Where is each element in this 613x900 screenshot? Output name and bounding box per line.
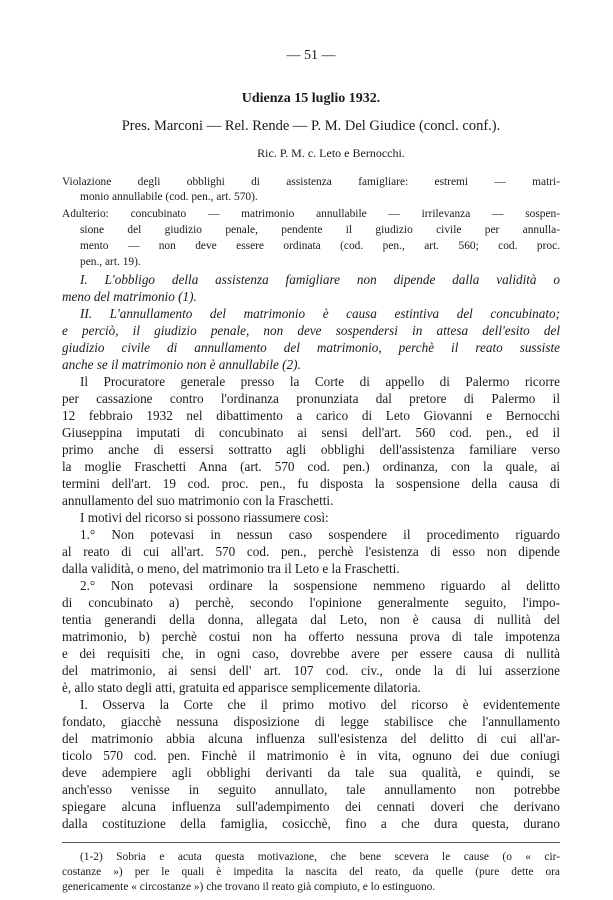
body-line: annullamento del suo matrimonio con la Fraschetti.	[62, 493, 334, 508]
body-line: del matrimonio, ai sensi dell' art. 107 cod. civ., onde la di lui asserzione	[62, 663, 560, 678]
body-line: Il Procuratore generale presso la Corte di appello di Palermo ricorre	[80, 374, 560, 389]
body-line: dalla validità, o meno, del matrimonio tra il Leto e la Fraschetti.	[62, 561, 400, 576]
parties-line: Ric. P. M. c. Leto e Bernocchi.	[257, 146, 405, 160]
massima-line: pen., art. 19).	[80, 256, 141, 268]
massima-line: mento — non deve essere ordinata (cod. pen., art. 560; cod. proc.	[80, 240, 560, 252]
principle-line: I. L'obbligo della assistenza famigliare non dipende dalla validità o	[80, 272, 560, 287]
massima-line: Adulterio: concubinato — matrimonio annullabile — irrilevanza — sospen-	[62, 208, 560, 220]
body-line: matrimonio, b) perchè costui non ha offerto nessuna prova di tale impotenza	[62, 629, 560, 644]
body-line: I. Osserva la Corte che il primo motivo del ricorso è evidentemente	[80, 697, 560, 712]
massima-line: Violazione degli obblighi di assistenza famigliare: estremi — matri-	[62, 176, 560, 188]
massima-line: sione del giudizio penale, pendente il giudizio civile per annulla-	[80, 224, 560, 236]
body-line: dalla costituzione della famiglia, cosicchè, fino a che dura questa, durano	[62, 816, 560, 831]
body-line: e dei requisiti che, in ogni caso, dovrebbe avere per essere causa di nullità	[62, 646, 560, 661]
body-line: fondato, giacchè nessuna disposizione di legge stabilisce che l'annullamento	[62, 714, 560, 729]
body-line: spiegare alcuna influenza sull'adempimento dei cennati doveri che derivano	[62, 799, 560, 814]
footnote-divider	[62, 842, 560, 843]
body-line: anch'esso venisse in seguito annullato, tale annullamento non potrebbe	[62, 782, 560, 797]
body-line: di concubinato a) perchè, secondo l'opinione generalmente seguito, l'impo-	[62, 595, 560, 610]
court-composition: Pres. Marconi — Rel. Rende — P. M. Del Giudice (concl. conf.).	[121, 118, 501, 134]
principle-line: anche se il matrimonio non è annullabile (2).	[62, 357, 301, 372]
body-line: per cassazione contro l'ordinanza pronunziata dal pretore di Palermo il	[62, 391, 560, 406]
footnote-line: genericamente « circostanze ») che trovano il reato già compiuto, e lo estinguono.	[62, 881, 436, 893]
body-line: 2.° Non potevasi ordinare la sospensione nemmeno riguardo al delitto	[80, 578, 560, 593]
body-line: I motivi del ricorso si possono riassumere così:	[80, 510, 329, 525]
body-line: è, allo stato degli atti, gratuita ed apparisce semplicemente dilatoria.	[62, 680, 421, 695]
body-line: del matrimonio abbia alcuna influenza sull'esistenza del delitto di cui all'ar-	[62, 731, 560, 746]
page-number: — 51 —	[286, 48, 336, 63]
body-line: la moglie Fraschetti Anna (art. 570 cod. pen.) ordinanza, con la quale, ai	[62, 459, 560, 474]
body-line: Giuseppina imputati di concubinato ai sensi dell'art. 560 cod. pen., ed il	[62, 425, 560, 440]
massima-line: monio annullabile (cod. pen., art. 570).	[80, 191, 258, 203]
body-line: primo anche di essersi sottratto agli obblighi dell'assistenza familiare verso	[62, 442, 560, 457]
body-line: deve adempiere agli obblighi derivanti da tale sua qualità, e quindi, se	[62, 765, 560, 780]
body-line: tentia generandi della donna, allegata dal Leto, non è causa di nullità del	[62, 612, 560, 627]
hearing-heading: Udienza 15 luglio 1932.	[241, 91, 381, 106]
principle-line: II. L'annullamento del matrimonio è causa estintiva del concubinato;	[80, 306, 560, 321]
principle-line: e perciò, il giudizio penale, non deve sospendersi in attesa dell'esito del	[62, 323, 560, 338]
body-line: termini dell'art. 19 cod. proc. pen., fu disposta la sospensione della causa di	[62, 476, 560, 491]
body-line: 12 febbraio 1932 nel dibattimento a carico di Leto Giovanni e Bernocchi	[62, 408, 560, 423]
principle-line: giudizio civile di annullamento del matrimonio, perchè il reato sussiste	[62, 340, 560, 355]
footnote-line: (1-2) Sobria e acuta questa motivazione, che bene scevera le cause (o « cir-	[80, 851, 560, 863]
body-line: ticolo 570 cod. pen. Finchè il matrimonio è in vita, ognuno dei due coniugi	[62, 748, 560, 763]
principle-line: meno del matrimonio (1).	[62, 289, 197, 304]
body-line: al reato di cui all'art. 570 cod. pen., perchè l'esistenza di esso non dipende	[62, 544, 560, 559]
footnote-line: costanze ») per le quali è impedita la nascita del reato, da quelle (pure dette ora	[62, 866, 560, 878]
body-line: 1.° Non potevasi in nessun caso sospendere il procedimento riguardo	[80, 527, 560, 542]
